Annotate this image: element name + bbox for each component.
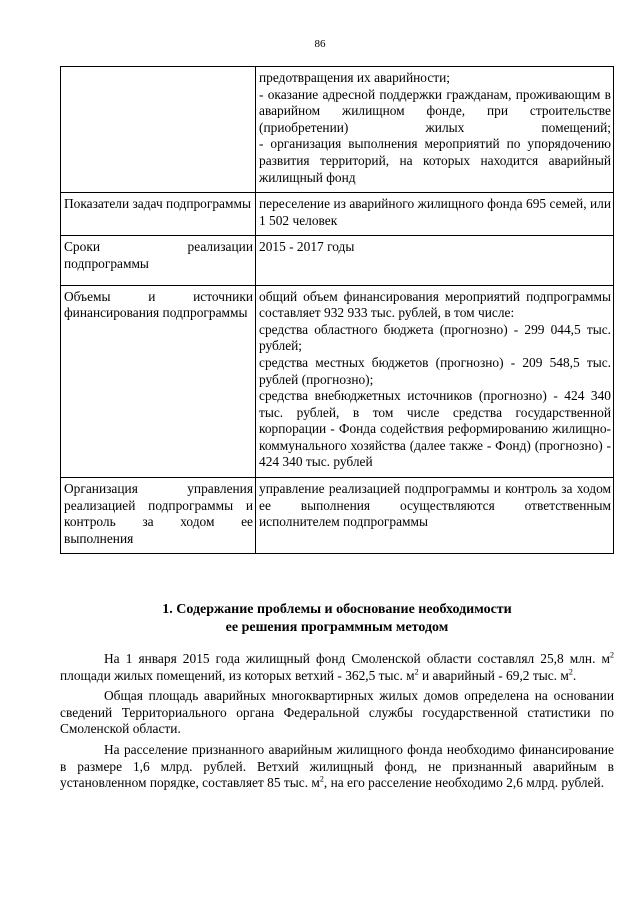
label-text: Организация управления реализацией подпрограммы и контроль за ходом ее выполнения	[64, 481, 253, 546]
superscript: 2	[414, 667, 419, 677]
paragraph-area-source: Общая площадь аварийных многоквартирных жилых домов определена на основании сведений Территориального органа Федеральной службы государственной статистики по Смоленской области.	[60, 688, 614, 737]
subprogram-passport-table	[60, 66, 614, 554]
value-line: средства областного бюджета (прогнозно) - 299 044,5 тыс. рублей;	[259, 321, 611, 354]
row-label-empty	[61, 67, 256, 193]
row-value	[256, 193, 614, 236]
value-text: 2015 - 2017 годы	[259, 239, 355, 255]
heading-line: 1. Содержание проблемы и обоснование необходимости	[162, 602, 512, 617]
value-line: средства местных бюджетов (прогнозно) - 209 548,5 тыс. рублей (прогнозно);	[259, 354, 611, 387]
value-line: предотвращения их аварийности;	[259, 70, 451, 85]
value-line: общий объем финансирования мероприятий подпрограммы составляет 932 933 тыс. рублей, в том числе:	[259, 288, 611, 321]
superscript: 2	[610, 650, 614, 660]
table-row	[61, 285, 614, 478]
superscript: 2	[568, 667, 573, 677]
row-value	[256, 236, 614, 285]
row-label	[61, 285, 256, 478]
value-line: средства внебюджетных источников (прогнозно) - 424 340 тыс. рублей, в том числе средства государственной корпорации - Фонда содействия реформированию жилищно-коммунального хозяйства (далее также - Фонд) (прогнозно) - 424 340 тыс. рублей	[259, 388, 611, 470]
value-line: - оказание адресной поддержки гражданам, проживающим в аварийном жилищном фонде, при строительстве (приобретении) жилых помещений;	[259, 86, 611, 135]
heading-line: ее решения программным методом	[225, 620, 449, 635]
paragraph-housing-stock	[60, 651, 614, 684]
value-line: - организация выполнения мероприятий по упорядочению развития территорий, на которых находится аварийный жилищный фонд	[259, 136, 611, 185]
row-value	[256, 478, 614, 554]
section-body	[60, 651, 614, 792]
table-row	[61, 193, 614, 236]
text-run: и аварийный - 69,2 тыс. м	[418, 667, 569, 683]
table-row	[61, 67, 614, 193]
value-text: управление реализацией подпрограммы и контроль за ходом ее выполнения осуществляются ответственным исполнителем подпрограммы	[259, 481, 611, 530]
text-run: .	[572, 667, 577, 683]
row-label	[61, 236, 256, 285]
paragraph-financing	[60, 742, 614, 792]
superscript: 2	[319, 774, 324, 784]
row-value	[256, 67, 614, 193]
table-row	[61, 478, 614, 554]
row-label	[61, 193, 256, 236]
text-run: На 1 января 2015 года жилищный фонд Смоленской области составлял 25,8 млн. м	[104, 651, 610, 666]
text-run: площади жилых помещений, из которых ветхий - 362,5 тыс. м	[60, 667, 415, 683]
label-text: Сроки реализации подпрограммы	[64, 239, 253, 271]
table-row	[61, 236, 614, 285]
section-heading	[60, 601, 614, 637]
page-number: 86	[314, 38, 326, 50]
label-text: Показатели задач подпрограммы	[64, 196, 251, 212]
text-run: , на его расселение необходимо 2,6 млрд. рублей.	[323, 775, 605, 791]
label-text: Объемы и источники финансирования подпрограммы	[64, 288, 253, 321]
row-value	[256, 285, 614, 478]
text-run: На расселение признанного аварийным жилищного фонда необходимо финансирование в размере 1,6 млрд. рублей. Ветхий жилищный фонд, не признанный аварийным в установленном порядке, составляет 85 тыс. м	[60, 741, 614, 791]
value-text: переселение из аварийного жилищного фонда 695 семей, или 1 502 человек	[259, 196, 611, 228]
row-label	[61, 478, 256, 554]
